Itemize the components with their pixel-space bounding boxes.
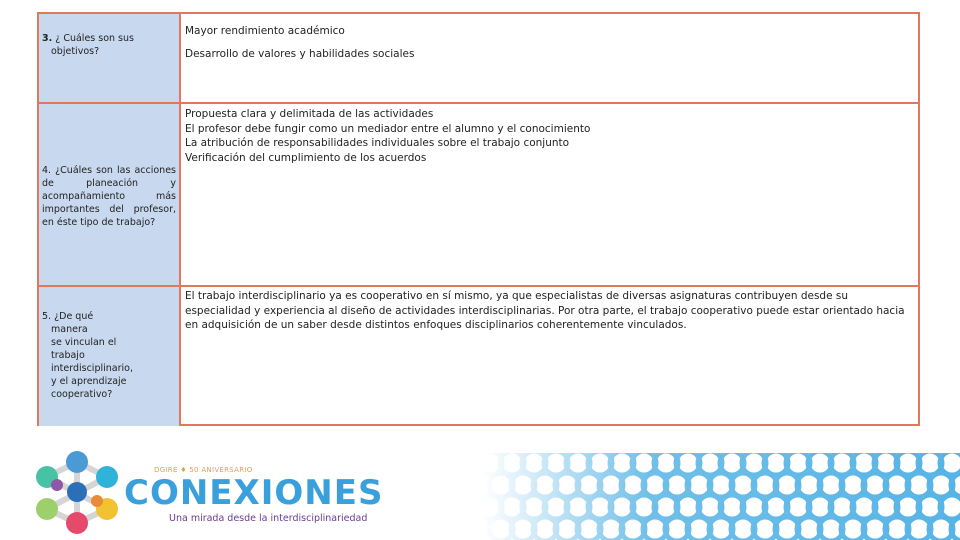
question-text: interdisciplinario, bbox=[51, 363, 133, 374]
question-text: y el aprendizaje bbox=[51, 376, 127, 387]
answer-line: Propuesta clara y delimitada de las actividades bbox=[185, 108, 434, 120]
question-text: manera bbox=[51, 324, 88, 335]
answer-line: Desarrollo de valores y habilidades sociales bbox=[185, 47, 415, 60]
question-cell bbox=[39, 287, 181, 426]
answer-paragraph: El trabajo interdisciplinario ya es cooperativo en sí mismo, ya que especialistas de diversas asignaturas contribuyen desde su especialidad y experiencia al diseño de actividades interdisciplinarias. Por otra parte, el trabajo cooperativo puede estar orientado hacia en adquisición de un saber desde distintos enfoques disciplinarios coherentemente vinculados. bbox=[185, 290, 905, 332]
brand-subtitle: Una mirada desde la interdisciplinariedad bbox=[169, 513, 368, 524]
question-text: cooperativo? bbox=[51, 389, 113, 400]
answer-cell bbox=[181, 287, 918, 426]
table-row bbox=[39, 104, 918, 287]
answer-cell bbox=[181, 104, 918, 285]
table-row bbox=[39, 14, 918, 104]
question-cell bbox=[39, 14, 181, 102]
brand-name: CONEXIONES bbox=[124, 473, 384, 513]
anniversary-tagline: DGIRE ♦ 50 ANIVERSARIO bbox=[154, 466, 253, 474]
objectives-table bbox=[37, 12, 920, 426]
question-text: ¿ Cuáles son sus bbox=[55, 33, 134, 44]
question-text: trabajo bbox=[51, 350, 85, 361]
conexiones-logo bbox=[30, 445, 384, 540]
decorative-circle-pattern bbox=[482, 453, 960, 540]
answer-line: La atribución de responsabilidades individuales sobre el trabajo conjunto bbox=[185, 137, 570, 150]
question-3 bbox=[42, 32, 134, 58]
question-number: 3. bbox=[42, 33, 53, 44]
answer-line: Verificación del cumplimiento de los acuerdos bbox=[185, 151, 427, 164]
question-text: objetivos? bbox=[51, 46, 100, 57]
question-text: 5. ¿De qué bbox=[42, 311, 94, 322]
question-4: 4. ¿Cuáles son las acciones de planeación y acompañamiento más importantes del profesor, en éste tipo de trabajo? bbox=[42, 165, 176, 228]
question-text: se vinculan el bbox=[51, 337, 117, 348]
table-row bbox=[39, 287, 918, 426]
answer-line: Mayor rendimiento académico bbox=[185, 25, 345, 37]
answer-line: El profesor debe fungir como un mediador entre el alumno y el conocimiento bbox=[185, 122, 591, 135]
answer-cell bbox=[181, 14, 918, 102]
network-emblem-icon bbox=[30, 445, 120, 540]
question-5 bbox=[42, 310, 174, 401]
question-cell bbox=[39, 104, 181, 285]
